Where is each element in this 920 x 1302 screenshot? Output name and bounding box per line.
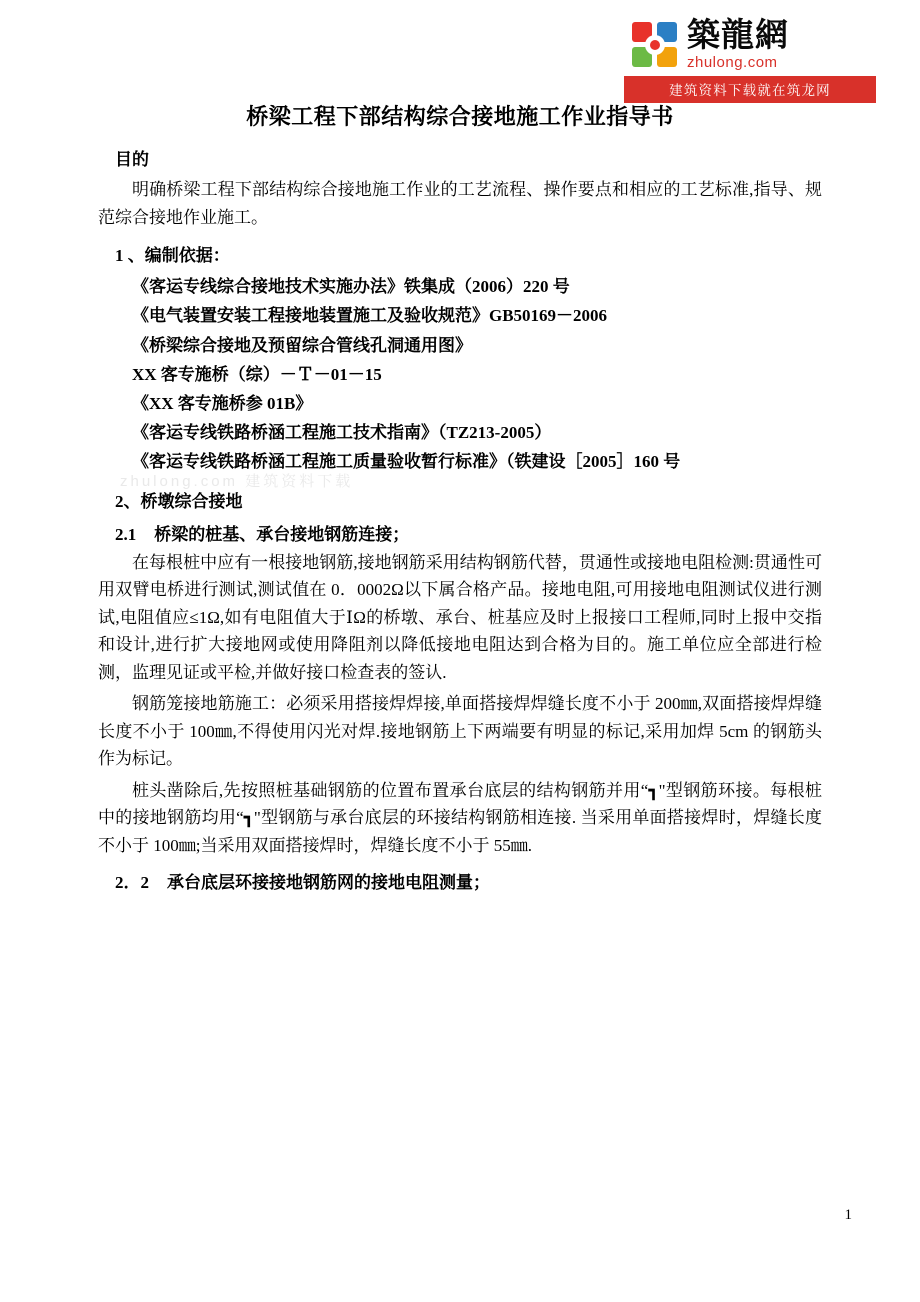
section-2-1-number: 2.1 — [115, 524, 137, 544]
reference-item: 《电气装置安装工程接地装置施工及验收规范》GB50169－2006 — [132, 306, 608, 326]
section-2-1-paragraph: 钢筋笼接地筋施工：必须采用搭接焊焊接,单面搭接焊焊缝长度不小于 200㎜,双面搭接焊焊缝长度不小于 100㎜,不得使用闪光对焊.接地钢筋上下两端要有明显的标记,采用加焊 5cm 的钢筋头作为标记。 — [98, 694, 822, 769]
purpose-heading: 目的 — [115, 150, 149, 169]
reference-item: 《客运专线综合接地技术实施办法》铁集成（2006）220 号 — [132, 277, 570, 297]
section-2-1-paragraph: 桩头凿除后,先按照桩基础钢筋的位置布置承台底层的结构钢筋并用“┓"型钢筋环接。每根桩中的接地钢筋均用“┓"型钢筋与承台底层的环接结构钢筋相连接. 当采用单面搭接焊时，焊缝长度不小于 100㎜;当采用双面搭接焊时，焊缝长度不小于 55㎜. — [98, 780, 822, 856]
zhulong-logo — [624, 14, 876, 103]
reference-item: 《桥梁综合接地及预留综合管线孔洞通用图》 — [132, 335, 472, 355]
logo-brand-en: zhulong.com — [687, 54, 778, 72]
watermark-text: zhulong.com 建筑资料下载 — [120, 473, 354, 490]
reference-item: 《客运专线铁路桥涵工程施工技术指南》（TZ213-2005） — [132, 423, 552, 443]
reference-item: 《客运专线铁路桥涵工程施工质量验收暂行标准》（铁建设［2005］160 号 — [132, 452, 681, 472]
section-2-heading: 2、桥墩综合接地 — [115, 491, 243, 511]
logo-tagline: 建筑资料下载就在筑龙网 — [624, 76, 876, 103]
section-2-1-title: 桥梁的桩基、承台接地钢筋连接； — [154, 524, 410, 544]
section-2-2-number: 2．2 — [115, 872, 149, 892]
page-title: 桥梁工程下部结构综合接地施工作业指导书 — [246, 104, 674, 129]
section-2-2-title: 承台底层环接接地钢筋网的接地电阻测量； — [167, 872, 490, 892]
page-number: 1 — [844, 1207, 852, 1223]
section-2-2-heading — [98, 868, 822, 893]
logo-brand-cn: 築龍網 — [687, 17, 789, 54]
reference-item: XX 客专施桥（综）－Ｔ－01－15 — [132, 364, 382, 384]
purpose-paragraph: 明确桥梁工程下部结构综合接地施工作业的工艺流程、操作要点和相应的工艺标准,指导、规范综合接地作业施工。 — [98, 180, 822, 227]
document-body — [98, 100, 822, 897]
logo-main — [624, 14, 876, 76]
reference-item: 《XX 客专施桥参 01B》 — [132, 394, 313, 413]
section-2-1-paragraph: 在每根桩中应有一根接地钢筋,接地钢筋采用结构钢筋代替，贯通性或接地电阻检测:贯通性可用双臂电桥进行测试,测试值在 0．0002Ω以下属合格产品。接地电阻,可用接地电阻测试仪进行测试,电阻值应≤1Ω,如有电阻值大于ⅠΩ的桥墩、承台、桩基应及时上报接口工程师,同时上报中交指和设计,进行扩大接地网或使用降阻剂以降低接地电阻达到合格为目的。施工单位应全部进行检测，监理见证或平检,并做好接口检查表的签认. — [98, 552, 822, 682]
flower-icon — [629, 19, 681, 71]
section-2-1-heading — [98, 520, 822, 545]
basis-heading: 1 、编制依据： — [115, 246, 230, 266]
